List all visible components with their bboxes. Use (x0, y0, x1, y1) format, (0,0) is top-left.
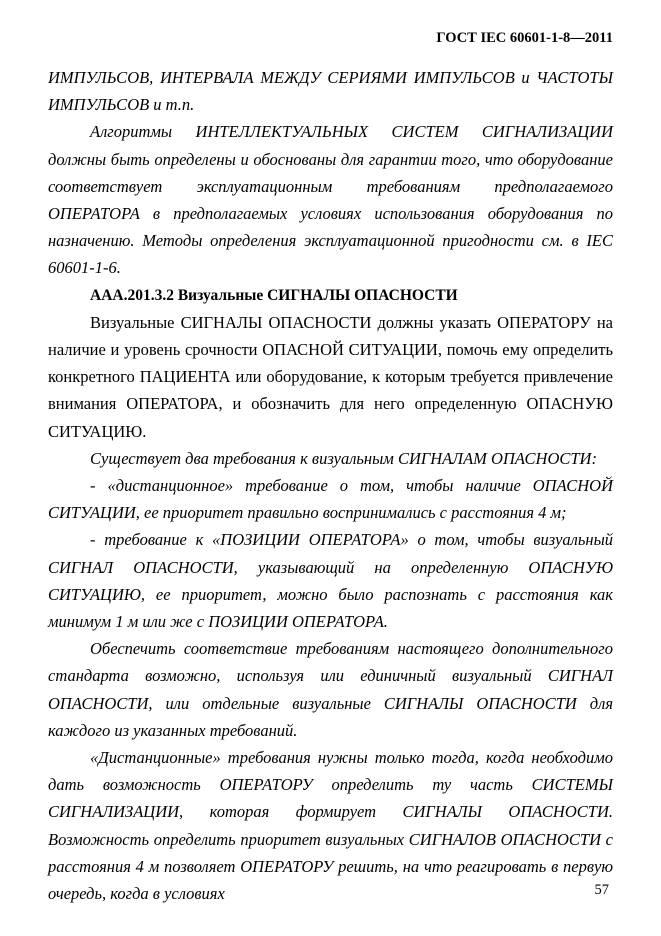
paragraph-two-requirements: Существует два требования к визуальным СИГНАЛАМ ОПАСНОСТИ: (90, 448, 597, 468)
paragraph-distance-needs: «Дистанционные» требования нужны только тогда, когда необходимо дать возможность ОПЕРАТОРУ определить ту часть СИСТЕМЫ СИГНАЛИЗАЦИИ, которая формирует СИГНАЛЫ ОПАСНОСТИ. Возможность определить приоритет визуальных СИГНАЛОВ ОПАСНОСТИ с расстояния 4 м позволяет ОПЕРАТОРУ решить, на что реагировать в первую очередь, когда в условиях (48, 748, 613, 904)
paragraph-algorithms: Алгоритмы ИНТЕЛЛЕКТУАЛЬНЫХ СИСТЕМ СИГНАЛИЗАЦИИ должны быть определены и обоснованы для гарантии того, что оборудование соответствует эксплуатационным требованиям предполагаемого ОПЕРАТОРА в предполагаемых условиях использования оборудования по назначению. Методы определения эксплуатационной пригодности см. в IEC 60601-1-6. (48, 122, 613, 278)
section-heading: AAA.201.3.2 Визуальные СИГНАЛЫ ОПАСНОСТИ (90, 286, 458, 304)
paragraph-visual-signals: Визуальные СИГНАЛЫ ОПАСНОСТИ должны указать ОПЕРАТОРУ на наличие и уровень срочности ОПАСНОЙ СИТУАЦИИ, помочь ему определить конкретного ПАЦИЕНТА или оборудование, к которым требуется привлечение внимания ОПЕРАТОРА, и обозначить для него определенную ОПАСНУЮ СИТУАЦИЮ. (48, 312, 613, 441)
page-number: 57 (594, 882, 609, 898)
paragraph-compliance: Обеспечить соответствие требованиям настоящего дополнительного стандарта возможно, используя или единичный визуальный СИГНАЛ ОПАСНОСТИ, или отдельные визуальные СИГНАЛЫ ОПАСНОСТИ для каждого из указанных требований. (48, 639, 613, 740)
document-code-header: ГОСТ IEC 60601-1-8—2011 (436, 30, 613, 46)
list-item-distance-requirement: - «дистанционное» требование о том, чтобы наличие ОПАСНОЙ СИТУАЦИИ, ее приоритет правильно воспринимались с расстояния 4 м; (48, 476, 613, 523)
page-body (48, 64, 613, 907)
paragraph-continuation: ИМПУЛЬСОВ, ИНТЕРВАЛА МЕЖДУ СЕРИЯМИ ИМПУЛЬСОВ и ЧАСТОТЫ ИМПУЛЬСОВ и т.п. (48, 68, 613, 115)
list-item-operator-position-requirement: - требование к «ПОЗИЦИИ ОПЕРАТОРА» о том, чтобы визуальный СИГНАЛ ОПАСНОСТИ, указывающий на определенную ОПАСНУЮ СИТУАЦИЮ, ее приоритет, можно было распознать с расстояния как минимум 1 м или же с ПОЗИЦИИ ОПЕРАТОРА. (48, 530, 613, 632)
